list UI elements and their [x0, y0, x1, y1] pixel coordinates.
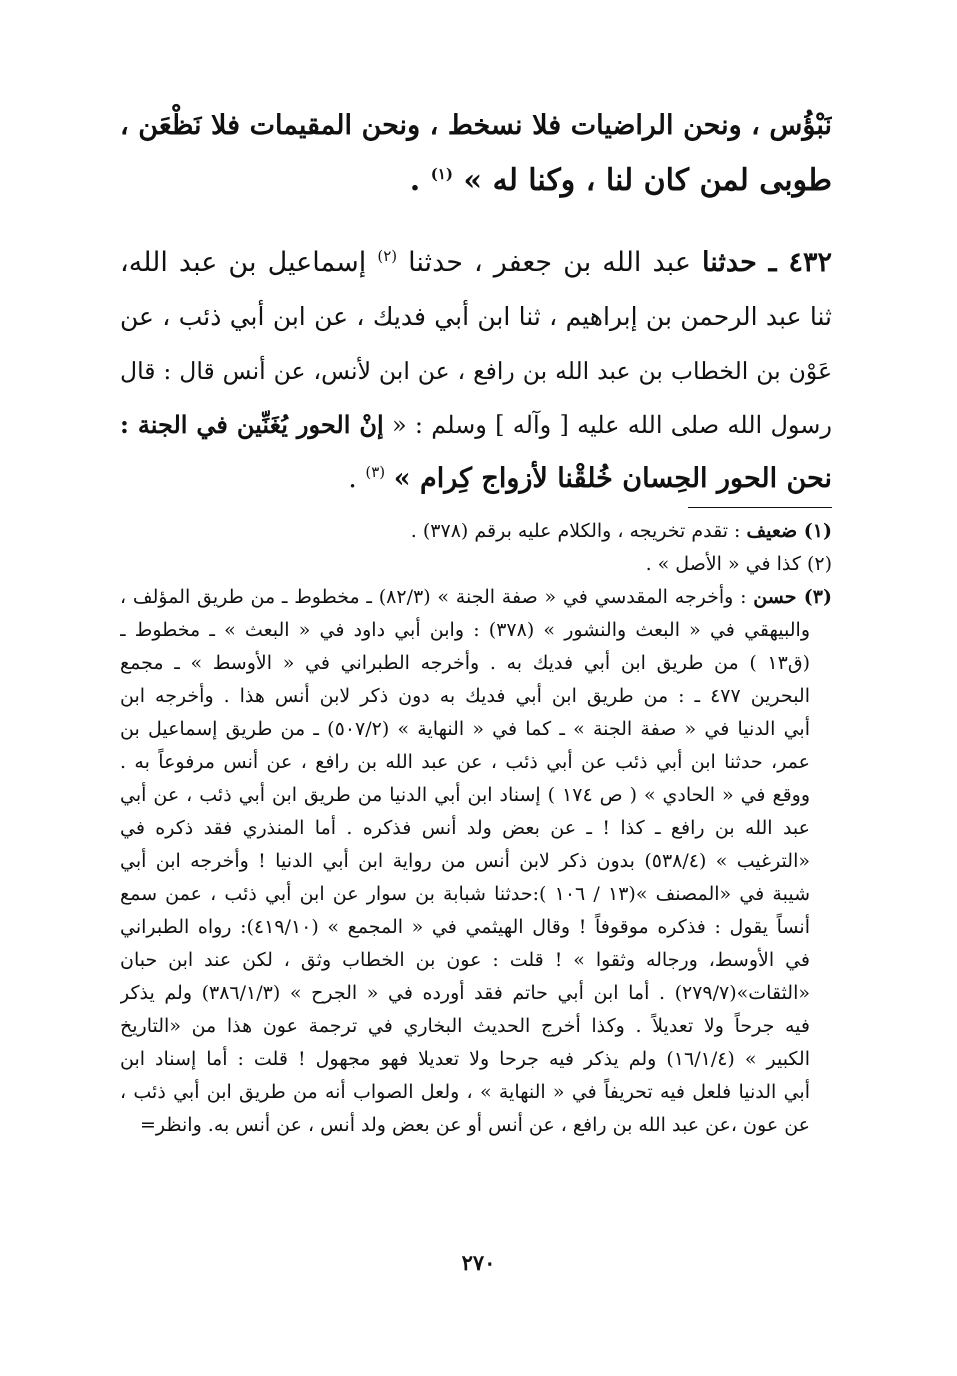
text-segment: إسماعيل بن عبد الله،	[120, 247, 378, 278]
footnote-ref[interactable]: (٣)	[365, 463, 386, 481]
footnote-ref[interactable]: (٢)	[377, 247, 398, 265]
footnote-label: (١) ضعيف	[746, 520, 832, 542]
text-segment: طوبى لمن كان لنا ، وكنا له »	[463, 163, 832, 198]
footnote-2: (٢) كذا في « الأصل » .	[645, 553, 832, 575]
hadith-quote: نحن الحور الحِسان خُلقْنا لأزواج كِرام »	[393, 463, 832, 494]
footnote-line: البحرين ٤٧٧ ـ : من طريق ابن أبي فديك به دون ذكر لابن أنس هذا . وأخرجه ابن	[120, 685, 810, 707]
footnote-text: : تقدم تخريجه ، والكلام عليه برقم (٣٧٨) .	[410, 520, 747, 542]
footnote-text: : وأخرجه المقدسي في « صفة الجنة » (٨٢/٣) ـ مخطوط ـ من طريق المؤلف ،	[120, 586, 754, 608]
paragraph-432	[120, 236, 832, 506]
paragraph-1	[120, 98, 832, 208]
text-line: عَوْن بن الخطاب بن عبد الله بن رافع ، عن ابن لأنس، عن أنس قال : قال	[120, 357, 832, 385]
footnote-line: عمر، حدثنا ابن أبي ذئب عن أبي ذئب ، عن عبد الله بن رافع ، عن أنس مرفوعاً به .	[120, 751, 810, 773]
text-segment: عبد الله بن جعفر ، حدثنا	[397, 247, 703, 278]
footnote-line: (ق١٣ ) من طريق ابن أبي فديك به . وأخرجه الطبراني في « الأوسط » ـ مجمع	[120, 652, 810, 674]
footnote-line: شيبة في «المصنف »(١٣ / ١٠٦ ):حدثنا شبابة بن سوار عن ابن أبي ذئب ، عمن سمع	[120, 883, 811, 905]
footnote-line: عن عون ،عن عبد الله بن رافع ، عن أنس أو عن بعض ولد أنس ، عن أنس به. وانظر=	[140, 1114, 810, 1136]
text-line	[120, 236, 832, 290]
footnote-line: الكبير » (١٦/١/٤) ولم يذكر فيه جرحا ولا تعديلا فهو مجهول ! قلت : أما إسناد ابن	[120, 1048, 810, 1070]
hadith-quote: إنْ الحور يُغَنِّين في الجنة :	[120, 410, 384, 439]
footnote-divider	[688, 507, 832, 508]
footnote-line: أبي الدنيا فلعل فيه تحريفاً في « النهاية » ، ولعل الصواب أنه من طريق ابن أبي ذئب ،	[120, 1081, 810, 1103]
footnote-line: «الثقات»(٢٧٩/٧) . أما ابن أبي حاتم فقد أورده في « الجرح » (٣٨٦/١/٣) ولم يذكر	[120, 982, 810, 1004]
footnote-line: في الأوسط، ورجاله وثقوا » ! قلت : عون بن الخطاب وثق ، لكن عند ابن حبان	[120, 949, 810, 971]
footnote-ref[interactable]: (١)	[430, 165, 453, 183]
main-text	[120, 98, 832, 506]
footnote-line: أبي الدنيا في « صفة الجنة » ـ كما في « النهاية » (٥٠٧/٢) ـ من طريق إسماعيل بن	[120, 718, 810, 740]
footnote-line: والبيهقي في « البعث والنشور » (٣٧٨) : وابن أبي داود في « البعث » ـ مخطوط ـ	[120, 619, 810, 641]
footnote-3	[120, 581, 832, 614]
footnotes	[120, 515, 832, 1142]
text-segment: .	[409, 163, 431, 198]
text-line: نَبْؤُس ، ونحن الراضيات فلا نسخط ، ونحن المقيمات فلا نَظْعَن ،	[120, 110, 832, 141]
footnote-line: ووقع في « الحادي » ( ص ١٧٤ ) إسناد ابن أبي الدنيا من طريق ابن أبي ذئب ، عن أبي	[120, 784, 811, 806]
footnote-line: عبد الله بن رافع ـ كذا ! ـ عن بعض ولد أنس فذكره . أما المنذري فقد ذكره في	[120, 817, 810, 839]
footnote-line: أنساً يقول : فذكره موقوفاً ! وقال الهيثمي في « المجمع » (٤١٩/١٠): رواه الطبراني	[120, 916, 810, 938]
text-line	[120, 398, 832, 452]
footnote-1	[120, 515, 832, 548]
text-line	[120, 452, 832, 506]
page-number: ٢٧٠	[461, 1250, 496, 1275]
text-segment: .	[348, 463, 366, 494]
text-line	[120, 153, 832, 208]
footnote-line: «الترغيب » (٥٣٨/٤) بدون ذكر لابن أنس من رواية ابن أبي الدنيا ! وأخرجه ابن أبي	[120, 850, 810, 872]
footnote-label: (٣) حسن	[753, 586, 832, 608]
text-line: ثنا عبد الرحمن بن إبراهيم ، ثنا ابن أبي فديك ، عن ابن أبي ذئب ، عن	[120, 302, 832, 331]
text-segment: رسول الله صلى الله عليه [ وآله ] وسلم : «	[383, 411, 832, 439]
hadith-number: ٤٣٢ ـ حدثنا	[702, 247, 832, 278]
footnote-line: فيه جرحاً ولا تعديلاً . وكذا أخرج الحديث البخاري في ترجمة عون هذا من «التاريخ	[120, 1015, 810, 1037]
